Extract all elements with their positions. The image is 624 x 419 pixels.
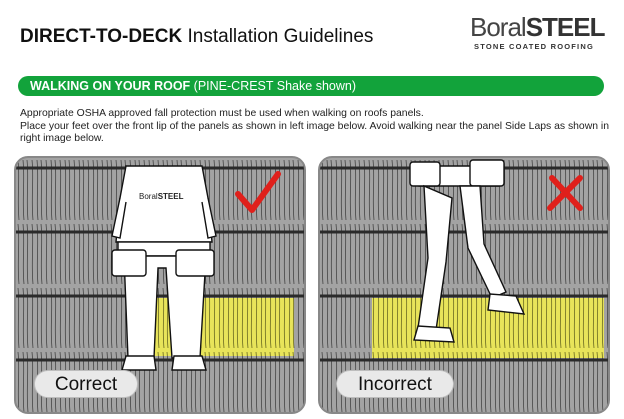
intro-line-1: Appropriate OSHA approved fall protection must be used when walking on roofs panels. bbox=[20, 108, 424, 119]
logo-brand-bold: STEEL bbox=[525, 12, 605, 42]
logo-brand bbox=[470, 12, 605, 43]
banner-bold: WALKING ON YOUR ROOF bbox=[30, 79, 191, 93]
banner-rest: (PINE-CREST Shake shown) bbox=[190, 79, 356, 93]
title-rest: Installation Guidelines bbox=[182, 26, 374, 47]
page-title bbox=[20, 26, 373, 48]
section-banner bbox=[18, 76, 604, 96]
intro-text bbox=[20, 108, 610, 146]
shirt-logo-bold: STEEL bbox=[157, 192, 184, 201]
shirt-logo bbox=[139, 192, 183, 201]
shirt-logo-light: Boral bbox=[139, 192, 158, 201]
incorrect-illustration bbox=[318, 156, 610, 414]
correct-illustration bbox=[14, 156, 306, 414]
correct-caption: Correct bbox=[34, 370, 138, 398]
incorrect-caption: Incorrect bbox=[336, 370, 454, 398]
logo-brand-light: Boral bbox=[470, 12, 526, 42]
boral-steel-logo bbox=[468, 12, 608, 52]
title-bold: DIRECT-TO-DECK bbox=[20, 26, 183, 47]
logo-tagline: STONE COATED ROOFING bbox=[474, 42, 594, 51]
intro-line-2: Place your feet over the front lip of the panels as shown in left image below. Avoid walking near the panel Side Laps as shown in right image below. bbox=[20, 120, 609, 144]
